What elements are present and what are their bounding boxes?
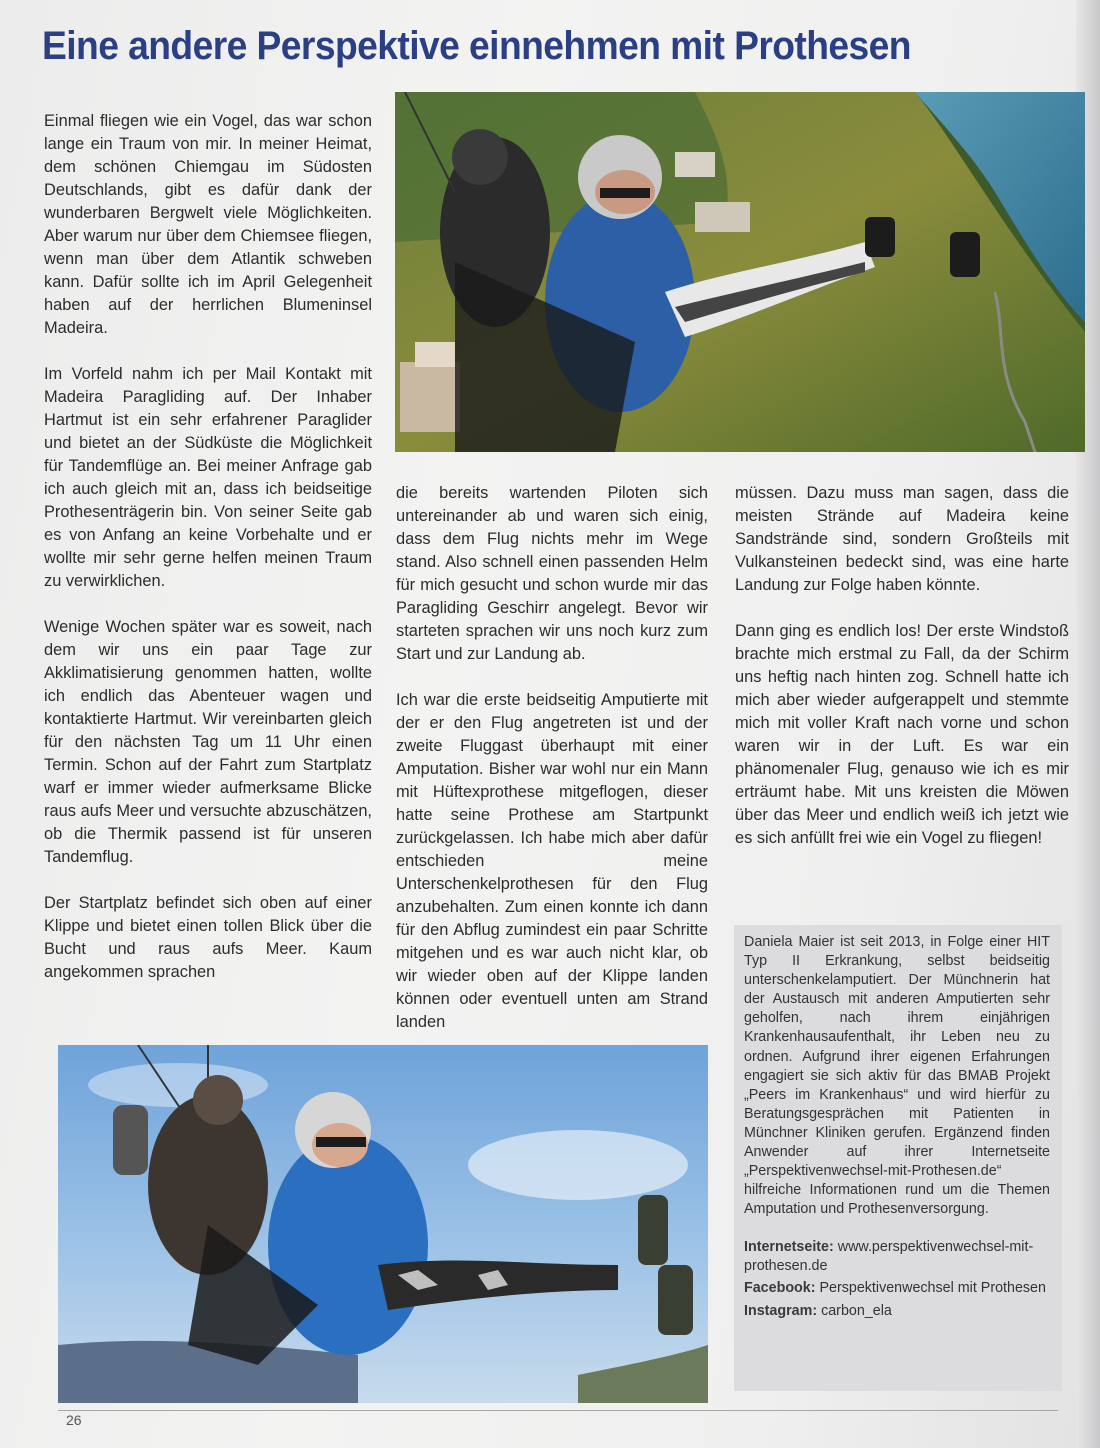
bio-facebook — [744, 1279, 1050, 1298]
bio-website — [744, 1238, 1050, 1275]
footer-divider — [58, 1410, 1058, 1411]
website-value[interactable]: www.perspektivenwechsel-mit-prothesen.de — [744, 1239, 1034, 1274]
author-bio-box — [734, 925, 1062, 1391]
instagram-value: carbon_ela — [821, 1302, 892, 1319]
website-label: Internetseite: — [744, 1239, 834, 1256]
paragraph: Der Startplatz befindet sich oben auf einer Klippe und bietet einen tollen Blick über die Bucht und raus aufs Meer. Kaum angekommen sprachen — [44, 894, 372, 981]
instagram-label: Instagram: — [744, 1302, 818, 1319]
author-bio-text: Daniela Maier ist seit 2013, in Folge einer HIT Typ II Erkrankung, selbst beidseitig unterschenkelamputiert. Der Münchnerin hat der Austausch mit anderen Amputierten sehr geholfen, nach ihrem einjährigen Krankenhausaufenthalt, ihr Leben neu zu ordnen. Aufgrund ihrer eigenen Erfahrungen engagiert sie sich aktiv für das BMAB Projekt „Peers im Krankenhaus“ und wird hierfür zu Beratungsgesprächen mit Patienten in Münchner Kliniken gerufen. Ergänzend finden Anwender auf ihrer Internetseite „Perspektivenwechsel-mit-Prothesen.de“ hilfreiche Informationen rund um die Themen Amputation und Prothesenversorgung. — [744, 934, 1050, 1218]
article-title: Eine andere Perspektive einnehmen mit Prothesen — [42, 24, 911, 68]
bio-instagram — [744, 1302, 1050, 1321]
page-number: 26 — [66, 1412, 82, 1428]
paragliding-photo-coast — [395, 92, 1085, 452]
facebook-value: Perspektivenwechsel mit Prothesen — [819, 1280, 1046, 1297]
paragraph: müssen. Dazu muss man sagen, dass die meisten Strände auf Madeira keine Sandstrände sind, sondern Großteils mit Vulkansteinen bedeckt sind, was eine harte Landung zur Folge haben könnte. — [735, 484, 1069, 594]
paragliding-photo-sky — [58, 1045, 708, 1403]
paragliding-sky-image — [58, 1045, 708, 1403]
paragraph: Wenige Wochen später war es soweit, nach dem wir uns ein paar Tage zur Akklimatisierung genommen hatten, wollte ich endlich das Abenteuer wagen und kontaktierte Hartmut. Wir vereinbarten gleich für den nächsten Tag um 11 Uhr einen Termin. Schon auf der Fahrt zum Startplatz warf er immer wieder aufmerksame Blicke raus aufs Meer und versuchte abzuschätzen, ob die Thermik passend ist für unseren Tandemflug. — [44, 618, 372, 866]
paragliding-coast-image — [395, 92, 1085, 452]
text-column-1 — [44, 110, 372, 1007]
paragraph: Dann ging es endlich los! Der erste Windstoß brachte mich erstmal zu Fall, da der Schirm uns heftig nach hinten zog. Schnell hatte ich mich aber wieder aufgerappelt und stemmte mich mit voller Kraft nach vorne und schon waren wir in der Luft. Es war ein phänomenaler Flug, genauso wie ich es mir erträumt habe. Mit uns kreisten die Möwen über das Meer und endlich weiß ich jetzt wie es sich anfüllt frei wie ein Vogel zu fliegen! — [735, 622, 1069, 847]
text-column-3 — [735, 482, 1069, 873]
paragraph: Ich war die erste beidseitig Amputierte mit der er den Flug angetreten ist und der zweite Fluggast überhaupt mit einer Amputation. Bisher war wohl nur ein Mann mit Hüftexprothese mitgeflogen, dieser hatte seine Prothese am Startpunkt zurückgelassen. Ich habe mich aber dafür entschieden meine Unterschenkelprothesen für den Flug anzubehalten. Zum einen konnte ich dann für den Abflug zumindest ein paar Schritte mitgehen und es war auch nicht klar, ob wir wieder oben auf der Klippe landen können oder eventuell unten am Strand landen — [396, 691, 708, 1031]
text-column-2 — [396, 482, 708, 1057]
paragraph: Einmal fliegen wie ein Vogel, das war schon lange ein Traum von mir. In meiner Heimat, dem schönen Chiemgau im Südosten Deutschlands, gibt es dafür dank der wunderbaren Bergwelt viele Möglichkeiten. Aber warum nur über dem Chiemsee fliegen, wenn man über dem Atlantik schweben kann. Dafür sollte ich im April Gelegenheit haben auf der herrlichen Blumeninsel Madeira. — [44, 112, 372, 337]
facebook-label: Facebook: — [744, 1280, 816, 1297]
paragraph: die bereits wartenden Piloten sich untereinander ab und waren sich einig, dass dem Flug nichts mehr im Wege stand. Also schnell einen passenden Helm für mich gesucht und schon wurde mir das Paragliding Geschirr angelegt. Bevor wir starteten sprachen wir uns noch kurz zum Start und zur Landung ab. — [396, 484, 708, 663]
paragraph: Im Vorfeld nahm ich per Mail Kontakt mit Madeira Paragliding auf. Der Inhaber Hartmut ist ein sehr erfahrener Paraglider und bietet an der Südküste die Möglichkeit für Tandemflüge an. Bei meiner Anfrage gab ich auch gleich mit an, dass ich beidseitige Prothesenträgerin bin. Von seiner Seite gab es von Anfang an keine Vorbehalte und er wollte mir sehr gerne helfen meinen Traum zu verwirklichen. — [44, 365, 372, 590]
